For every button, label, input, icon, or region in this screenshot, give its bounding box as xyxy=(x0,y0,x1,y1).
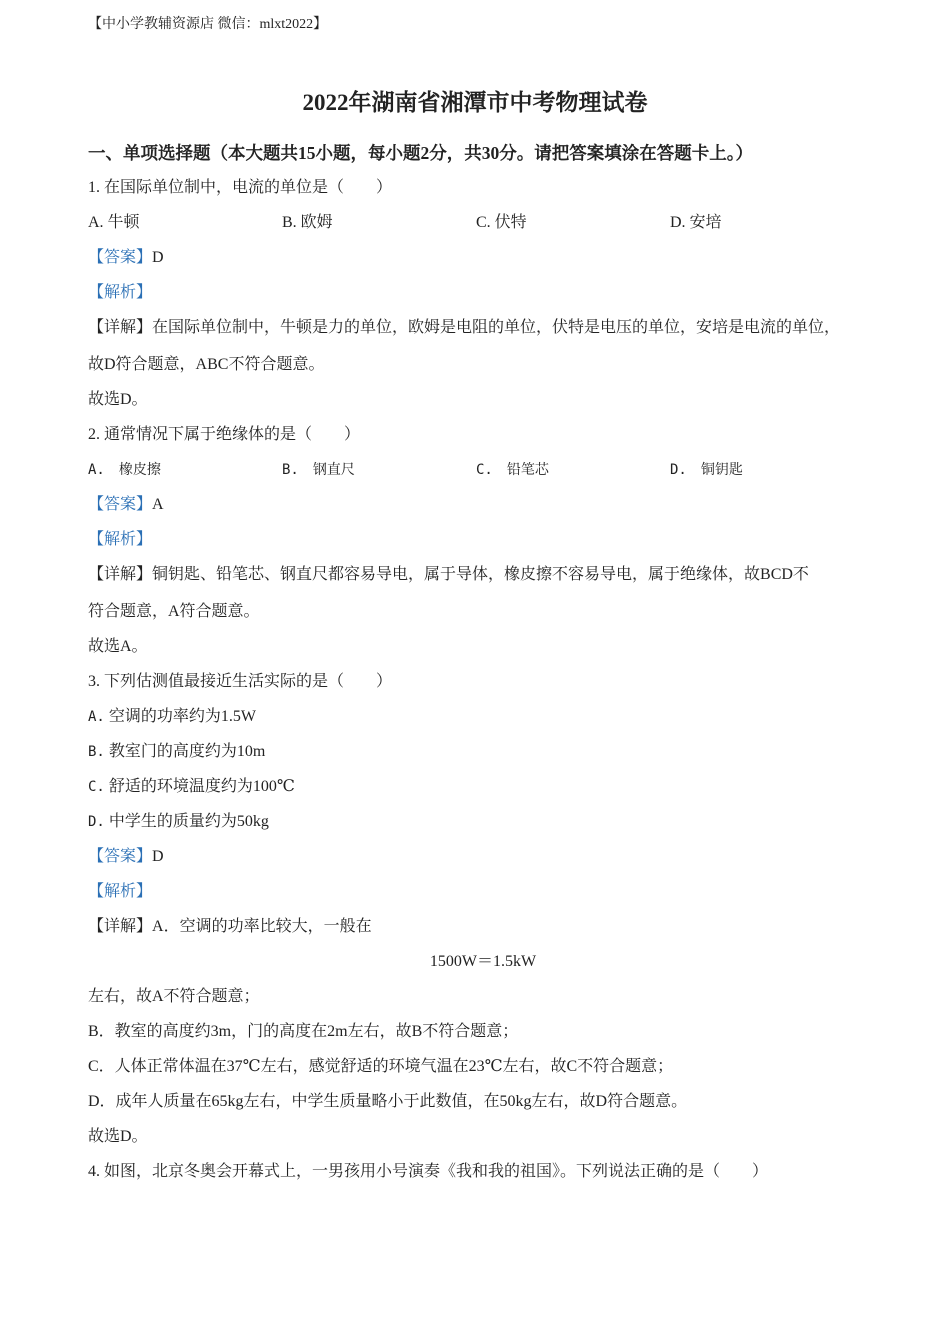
question-stem: 3. 下列估测值最接近生活实际的是（ ） xyxy=(88,673,393,690)
detail-tag: 【详解】 xyxy=(88,319,153,336)
option-label: A. xyxy=(88,709,105,725)
analysis-label: 【解析】 xyxy=(88,284,153,301)
option-a xyxy=(88,707,878,742)
detail-line xyxy=(88,917,878,952)
option-c: C. 伏特 xyxy=(476,214,527,231)
question-options xyxy=(88,213,878,248)
detail-line: 故D符合题意，ABC不符合题意。 xyxy=(88,356,325,373)
option-d xyxy=(88,812,878,847)
question-stem: 4. 如图，北京冬奥会开幕式上，一男孩用小号演奏《我和我的祖国》。下列说法正确的是（ ） xyxy=(88,1163,769,1180)
conclusion: 故选D。 xyxy=(88,1128,148,1145)
question-options xyxy=(88,460,878,495)
detail-line: 左右，故A不符合题意； xyxy=(88,988,260,1005)
answer-line xyxy=(88,495,878,530)
option-d: D. 铜钥匙 xyxy=(670,462,743,478)
analysis-tag xyxy=(88,530,878,565)
option-a: A. 橡皮擦 xyxy=(88,462,161,478)
analysis-tag xyxy=(88,882,878,917)
answer-tag: 【答案】 xyxy=(88,249,153,266)
option-b: B. 钢直尺 xyxy=(282,462,355,478)
option-c: C. 铅笔芯 xyxy=(476,462,549,478)
option-a: A. 牛顿 xyxy=(88,214,140,231)
option-label: D. xyxy=(88,814,105,830)
option-label: C. xyxy=(88,779,105,795)
option-text: 空调的功率约为1.5W xyxy=(108,708,256,725)
detail-text: 铜钥匙、铅笔芯、钢直尺都容易导电，属于导体，橡皮擦不容易导电，属于绝缘体，故BCD不 xyxy=(152,566,809,583)
option-d: D. 安培 xyxy=(670,214,722,231)
page-title: 2022年湖南省湘潭市中考物理试卷 xyxy=(302,90,648,115)
answer-value: A xyxy=(152,496,164,513)
question-stem: 1. 在国际单位制中，电流的单位是（ ） xyxy=(88,179,393,196)
option-b: B. 欧姆 xyxy=(282,214,333,231)
answer-tag: 【答案】 xyxy=(88,848,153,865)
detail-line xyxy=(88,318,878,355)
option-text: 教室门的高度约为10m xyxy=(108,743,266,760)
detail-line xyxy=(88,565,878,602)
option-b xyxy=(88,742,878,777)
conclusion: 故选D。 xyxy=(88,391,148,408)
content-body xyxy=(88,178,878,1197)
answer-tag: 【答案】 xyxy=(88,496,153,513)
conclusion: 故选A。 xyxy=(88,638,148,655)
detail-line: 符合题意，A符合题意。 xyxy=(88,603,260,620)
option-text: 舒适的环境温度约为100℃ xyxy=(108,778,295,795)
section-heading: 一、单项选择题（本大题共15小题，每小题2分，共30分。请把答案填涂在答题卡上。） xyxy=(88,143,753,163)
question-stem: 2. 通常情况下属于绝缘体的是（ ） xyxy=(88,426,361,443)
answer-value: D xyxy=(152,249,164,266)
answer-line xyxy=(88,248,878,283)
formula: 1500W＝1.5kW xyxy=(429,953,537,970)
detail-tag: 【详解】 xyxy=(88,566,153,583)
option-label: B. xyxy=(88,744,105,760)
detail-line: C．人体正常体温在37℃左右，感觉舒适的环境气温在23℃左右，故C不符合题意； xyxy=(88,1058,674,1075)
header-note: 【中小学教辅资源店 微信：mlxt2022】 xyxy=(88,17,328,32)
detail-text: 在国际单位制中，牛顿是力的单位，欧姆是电阻的单位，伏特是电压的单位，安培是电流的单位， xyxy=(152,319,841,336)
detail-line: D．成年人质量在65kg左右，中学生质量略小于此数值，在50kg左右，故D符合题意。 xyxy=(88,1093,688,1110)
analysis-tag xyxy=(88,283,878,318)
answer-value: D xyxy=(152,848,164,865)
answer-line xyxy=(88,847,878,882)
detail-tag: 【详解】 xyxy=(88,918,153,935)
option-text: 中学生的质量约为50kg xyxy=(108,813,269,830)
detail-text: A．空调的功率比较大，一般在 xyxy=(152,918,372,935)
analysis-label: 【解析】 xyxy=(88,883,153,900)
detail-line: B．教室的高度约3m，门的高度在2m左右，故B不符合题意； xyxy=(88,1023,519,1040)
option-c xyxy=(88,777,878,812)
analysis-label: 【解析】 xyxy=(88,531,153,548)
